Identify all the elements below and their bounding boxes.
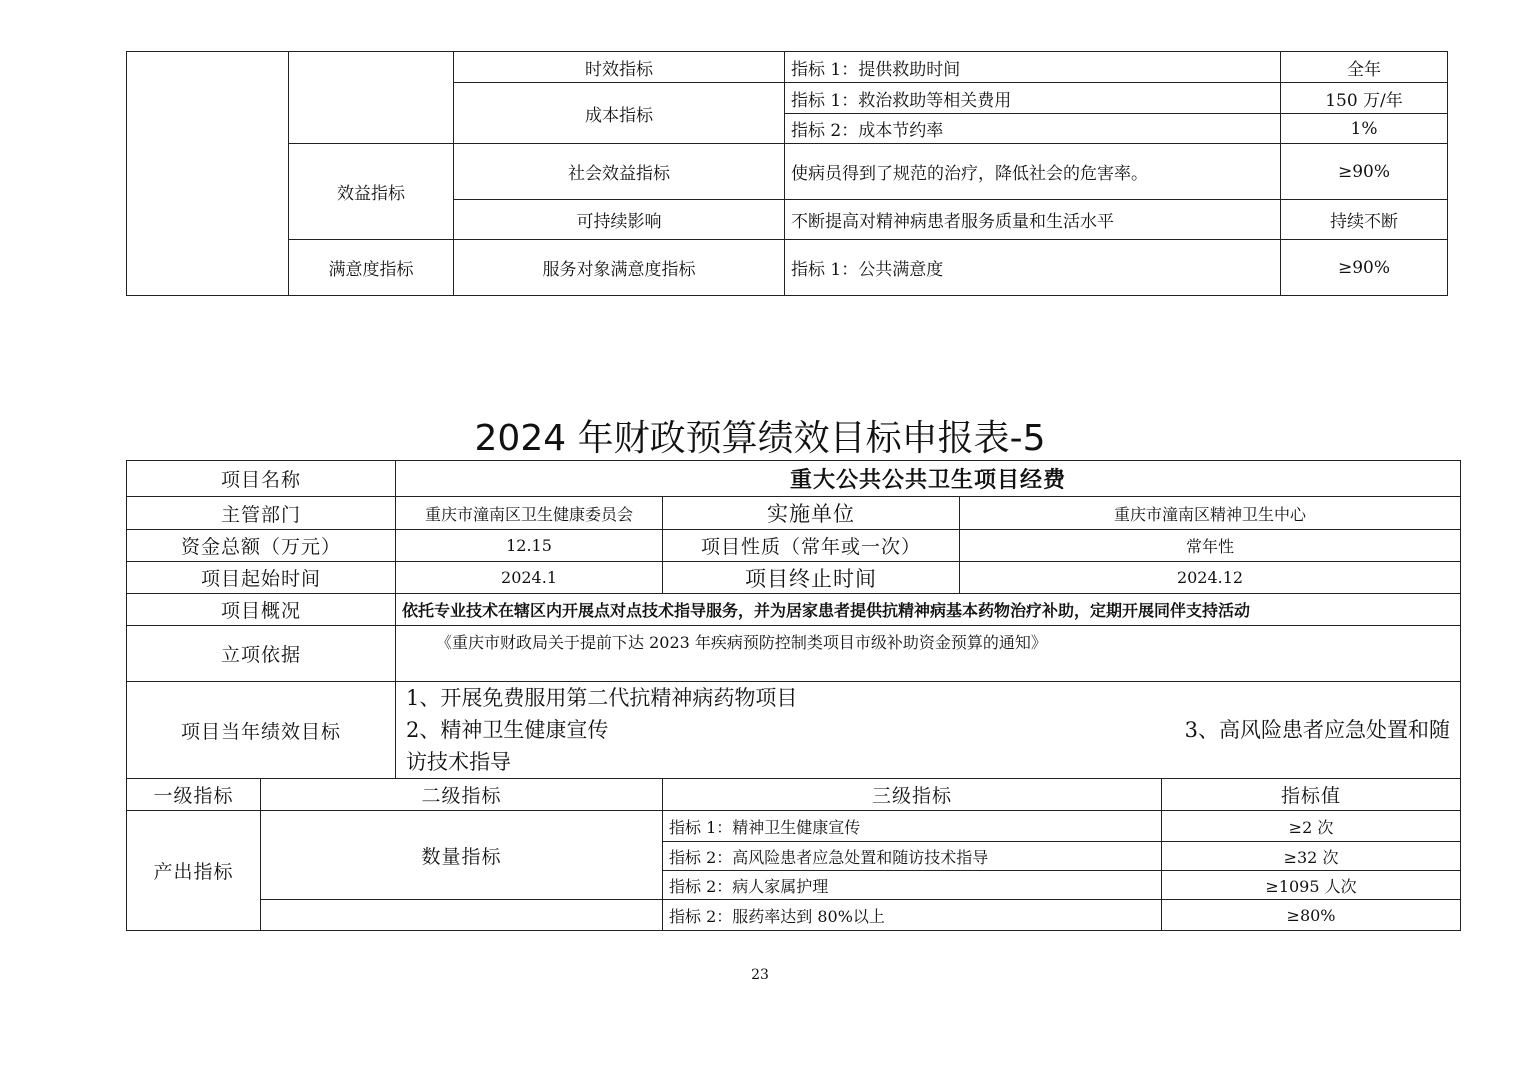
end-label: 项目终止时间 — [663, 562, 960, 594]
indicator-category: 社会效益指标 — [454, 144, 785, 200]
overview-label: 项目概况 — [127, 594, 396, 626]
funds-value: 12.15 — [396, 530, 663, 562]
indicator-category: 服务对象满意度指标 — [454, 240, 785, 296]
first-level-label: 满意度指标 — [289, 240, 454, 296]
indicator-name: 使病员得到了规范的治疗，降低社会的危害率。 — [785, 144, 1281, 200]
header-first-level: 一级指标 — [127, 779, 261, 811]
basis-value: 《重庆市财政局关于提前下达 2023 年疾病预防控制类项目市级补助资金预算的通知》 — [396, 626, 1461, 682]
indicator-category: 可持续影响 — [454, 200, 785, 240]
overview-value: 依托专业技术在辖区内开展点对点技术指导服务，并为居家患者提供抗精神病基本药物治疗补助，定期开展同伴支持活动 — [396, 594, 1461, 626]
basis-label: 立项依据 — [127, 626, 396, 682]
dept-label: 主管部门 — [127, 497, 396, 530]
page-number: 23 — [751, 967, 769, 983]
funds-label: 资金总额（万元） — [127, 530, 396, 562]
indicator-value: 全年 — [1281, 52, 1448, 83]
quantity-indicator-label: 数量指标 — [261, 811, 663, 900]
end-value: 2024.12 — [960, 562, 1461, 594]
empty-second-level-cell — [261, 900, 663, 931]
indicator-value: ≥32 次 — [1162, 842, 1461, 871]
nature-label: 项目性质（常年或一次） — [663, 530, 960, 562]
indicator-name: 指标 1：救治救助等相关费用 — [785, 83, 1281, 114]
header-second-level: 二级指标 — [261, 779, 663, 811]
indicator-name: 指标 2：成本节约率 — [785, 114, 1281, 144]
impl-value: 重庆市潼南区精神卫生中心 — [960, 497, 1461, 530]
empty-first-level-cell — [127, 52, 289, 296]
goal-label: 项目当年绩效目标 — [127, 682, 396, 779]
indicator-value: 1% — [1281, 114, 1448, 144]
indicator-category: 时效指标 — [454, 52, 785, 83]
indicator-value: 持续不断 — [1281, 200, 1448, 240]
indicator-name: 指标 1：精神卫生健康宣传 — [663, 811, 1162, 842]
output-indicator-label: 产出指标 — [127, 811, 261, 931]
indicator-table-continued — [126, 51, 1448, 296]
goal-line-2-left: 2、精神卫生健康宣传 — [406, 718, 609, 742]
impl-label: 实施单位 — [663, 497, 960, 530]
first-level-label: 效益指标 — [289, 144, 454, 240]
indicator-value: ≥2 次 — [1162, 811, 1461, 842]
indicator-value: ≥1095 人次 — [1162, 871, 1461, 900]
dept-value: 重庆市潼南区卫生健康委员会 — [396, 497, 663, 530]
empty-second-level-cell — [289, 52, 454, 144]
indicator-name: 不断提高对精神病患者服务质量和生活水平 — [785, 200, 1281, 240]
indicator-name: 指标 2：病人家属护理 — [663, 871, 1162, 900]
goal-line-1: 1、开展免费服用第二代抗精神病药物项目 — [406, 686, 798, 710]
nature-value: 常年性 — [960, 530, 1461, 562]
indicator-value: 150 万/年 — [1281, 83, 1448, 114]
indicator-name: 指标 2：高风险患者应急处置和随访技术指导 — [663, 842, 1162, 871]
start-value: 2024.1 — [396, 562, 663, 594]
indicator-name: 指标 1：提供救助时间 — [785, 52, 1281, 83]
header-value: 指标值 — [1162, 779, 1461, 811]
indicator-value: ≥90% — [1281, 144, 1448, 200]
indicator-name: 指标 1：公共满意度 — [785, 240, 1281, 296]
form-title: 2024 年财政预算绩效目标申报表-5 — [474, 418, 1046, 459]
indicator-category: 成本指标 — [454, 83, 785, 144]
project-name-label: 项目名称 — [127, 461, 396, 497]
goal-line-2 — [406, 714, 1450, 746]
start-label: 项目起始时间 — [127, 562, 396, 594]
indicator-name: 指标 2：服药率达到 80%以上 — [663, 900, 1162, 931]
budget-performance-form — [126, 460, 1461, 931]
indicator-value: ≥90% — [1281, 240, 1448, 296]
project-name: 重大公共公共卫生项目经费 — [396, 461, 1461, 497]
goal-line-3: 访技术指导 — [406, 750, 512, 774]
goal-value — [396, 682, 1461, 779]
indicator-value: ≥80% — [1162, 900, 1461, 931]
goal-line-2-right: 3、高风险患者应急处置和随 — [1184, 718, 1451, 742]
header-third-level: 三级指标 — [663, 779, 1162, 811]
